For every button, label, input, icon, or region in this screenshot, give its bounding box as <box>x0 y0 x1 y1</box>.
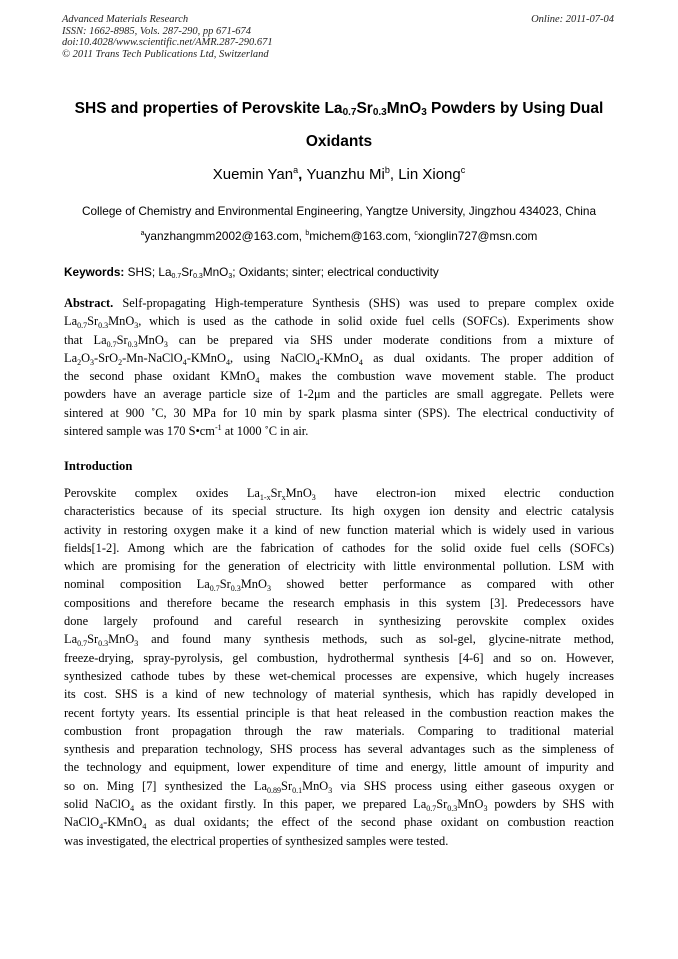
intro-line: was investigated, the electrical properties of synthesized samples were tested. <box>64 833 449 848</box>
intro-line: freeze-drying, spray-pyrolysis, gel combustion, hydrothermal synthesis [4-6] and so on. However, <box>64 650 614 665</box>
intro-line: Perovskite complex oxides $La_{1-x}Sr_xMnO_3$ have electron-ion mixed electric conduction <box>64 486 615 502</box>
intro-line: its cost. SHS is a kind of new technology of material synthesis, which has rapidly developed in <box>64 687 614 702</box>
intro-line: recent fortyty years. Its essential principle is that heat released in the combustion reaction makes the <box>64 705 614 720</box>
author-name: Lin Xiong <box>398 166 461 183</box>
author-affil-mark: b <box>384 165 390 175</box>
intro-line: nominal composition $La_{0.7}Sr_{0.3}MnO_3$ showed better performance as compared with other <box>64 577 614 594</box>
email-link[interactable]: xionglin727@msn.com <box>417 229 538 243</box>
abstract-line: Abstract. Self-propagating High-temperature Synthesis (SHS) was used to prepare complex oxide <box>64 296 614 310</box>
intro-line: compositions and therefore became the research emphasis in this system [3]. Predecessors have <box>64 595 614 610</box>
intro-line: done largely profound and careful research in synthesizing perovskite complex oxides <box>64 614 614 629</box>
abstract-line: sintered at 900 ˚C, 30 MPa for 10 min by spark plasma sinter (SPS). The electrical conductivity of <box>64 405 614 420</box>
online-date: Online: 2011-07-04 <box>531 14 614 25</box>
intro-line: so on. Ming [7] synthesized the $La_{0.89}Sr_{0.1}MnO_3$ via SHS process using either gaseous oxygen or <box>64 778 614 795</box>
paper-title <box>40 92 638 158</box>
intro-line: solid NaClO$_4$ as the oxidant firstly. In this paper, we prepared $La_{0.7}Sr_{0.3}MnO_3$ powders by SHS with <box>64 797 614 814</box>
intro-line: fields[1-2]. Among which are the fabrication of cathodes for the solid oxide fuel cells (SOFCs) <box>64 540 614 555</box>
author-affil-mark: a <box>293 165 299 175</box>
intro-line: NaClO$_4$-KMnO$_4$ as dual oxidants; the effect of the second phase oxidant on combustion reaction <box>64 815 614 832</box>
author-affil-mark: c <box>460 165 466 175</box>
abstract-line: $La_2O_3-SrO_2-Mn-NaClO_4-KMnO_4$, using NaClO$_4$-KMnO$_4$ as dual oxidants. The proper addition of <box>64 350 614 367</box>
affiliation: College of Chemistry and Environmental Engineering, Yangtze University, Jingzhou 434023, China <box>81 204 597 218</box>
copyright: © 2011 Trans Tech Publications Ltd, Switzerland <box>62 48 269 60</box>
keywords-label: Keywords: <box>64 265 125 279</box>
abstract-line: sintered sample was 170 $S•cm^{-1}$ at 1000 ˚C in air. <box>64 423 309 439</box>
intro-line: synthesized cathode tubes by these wet-chemical processes are expensive, which hugely increases <box>64 668 614 683</box>
doi: doi:10.4028/www.scientific.net/AMR.287-290.671 <box>62 37 273 48</box>
email-link[interactable]: yanzhangmm2002@163.com, <box>144 229 303 243</box>
abstract-line: the second phase oxidant KMnO$_4$ makes the combustion wave movement stable. The product <box>64 369 614 386</box>
intro-line: synthesis and preparation technology, SHS process has several advantages such as the simpleness of <box>64 742 614 757</box>
keywords: Keywords: SHS; $La_{0.7}Sr_{0.3}MnO_3$; Oxidants; sinter; electrical conductivity <box>64 265 439 280</box>
email-list: $^a$yanzhangmm2002@163.com, $^b$michem@163.com, $^c$xionglin727@msn.com <box>140 229 538 243</box>
author-name: Xuemin Yan <box>212 166 294 183</box>
abstract-label: Abstract. <box>64 296 114 310</box>
abstract <box>64 294 614 440</box>
intro-line: $La_{0.7}Sr_{0.3}MnO_3$ and found many synthesis methods, such as sol-gel, glycine-nitrate method, <box>64 632 614 649</box>
section-heading-introduction: Introduction <box>64 459 133 473</box>
intro-line: activity in restoring oxygen make it a kind of new function material which is widely used in various <box>64 522 614 537</box>
abstract-line: powders have an average particle size of 1-2μm and the particles are small aggregate. Pellets were <box>64 387 614 402</box>
intro-line: the technology and equipment, lower expenditure of time and energy, little amount of impurity and <box>64 760 614 775</box>
title-line-2: Oxidants <box>305 133 373 150</box>
email-link[interactable]: michem@163.com, <box>309 229 412 243</box>
author-list: Xuemin Yan$^a$, Yuanzhu Mi$^b$, Lin Xiong$^c$ <box>212 165 466 183</box>
abstract-line: that $La_{0.7}Sr_{0.3}MnO_3$ can be prepared via SHS under moderate conditions from a mixture of <box>64 332 614 349</box>
issn: ISSN: 1662-8985, Vols. 287-290, pp 671-674 <box>62 25 251 37</box>
intro-line: characteristics because of its special structure. Its high oxygen ion density and electric catalysis <box>64 504 614 519</box>
intro-line: which are promising for the generation of electricity with little environmental pollution. LSM with <box>64 559 614 574</box>
abstract-line: $La_{0.7}Sr_{0.3}MnO_3$, which is used as the cathode in solid oxide fuel cells (SOFCs). Experiments show <box>64 314 614 331</box>
intro-line: combustion front propagation through the raw materials. Comparing to traditional material <box>64 723 614 738</box>
publication-info <box>62 14 273 60</box>
author-name: Yuanzhu Mi <box>306 166 385 183</box>
introduction-body <box>64 484 614 850</box>
title-line-1: SHS and properties of Perovskite $La_{0.7}Sr_{0.3}MnO_3$ Powders by Using Dual <box>74 100 604 118</box>
journal-name: Advanced Materials Research <box>62 14 189 25</box>
